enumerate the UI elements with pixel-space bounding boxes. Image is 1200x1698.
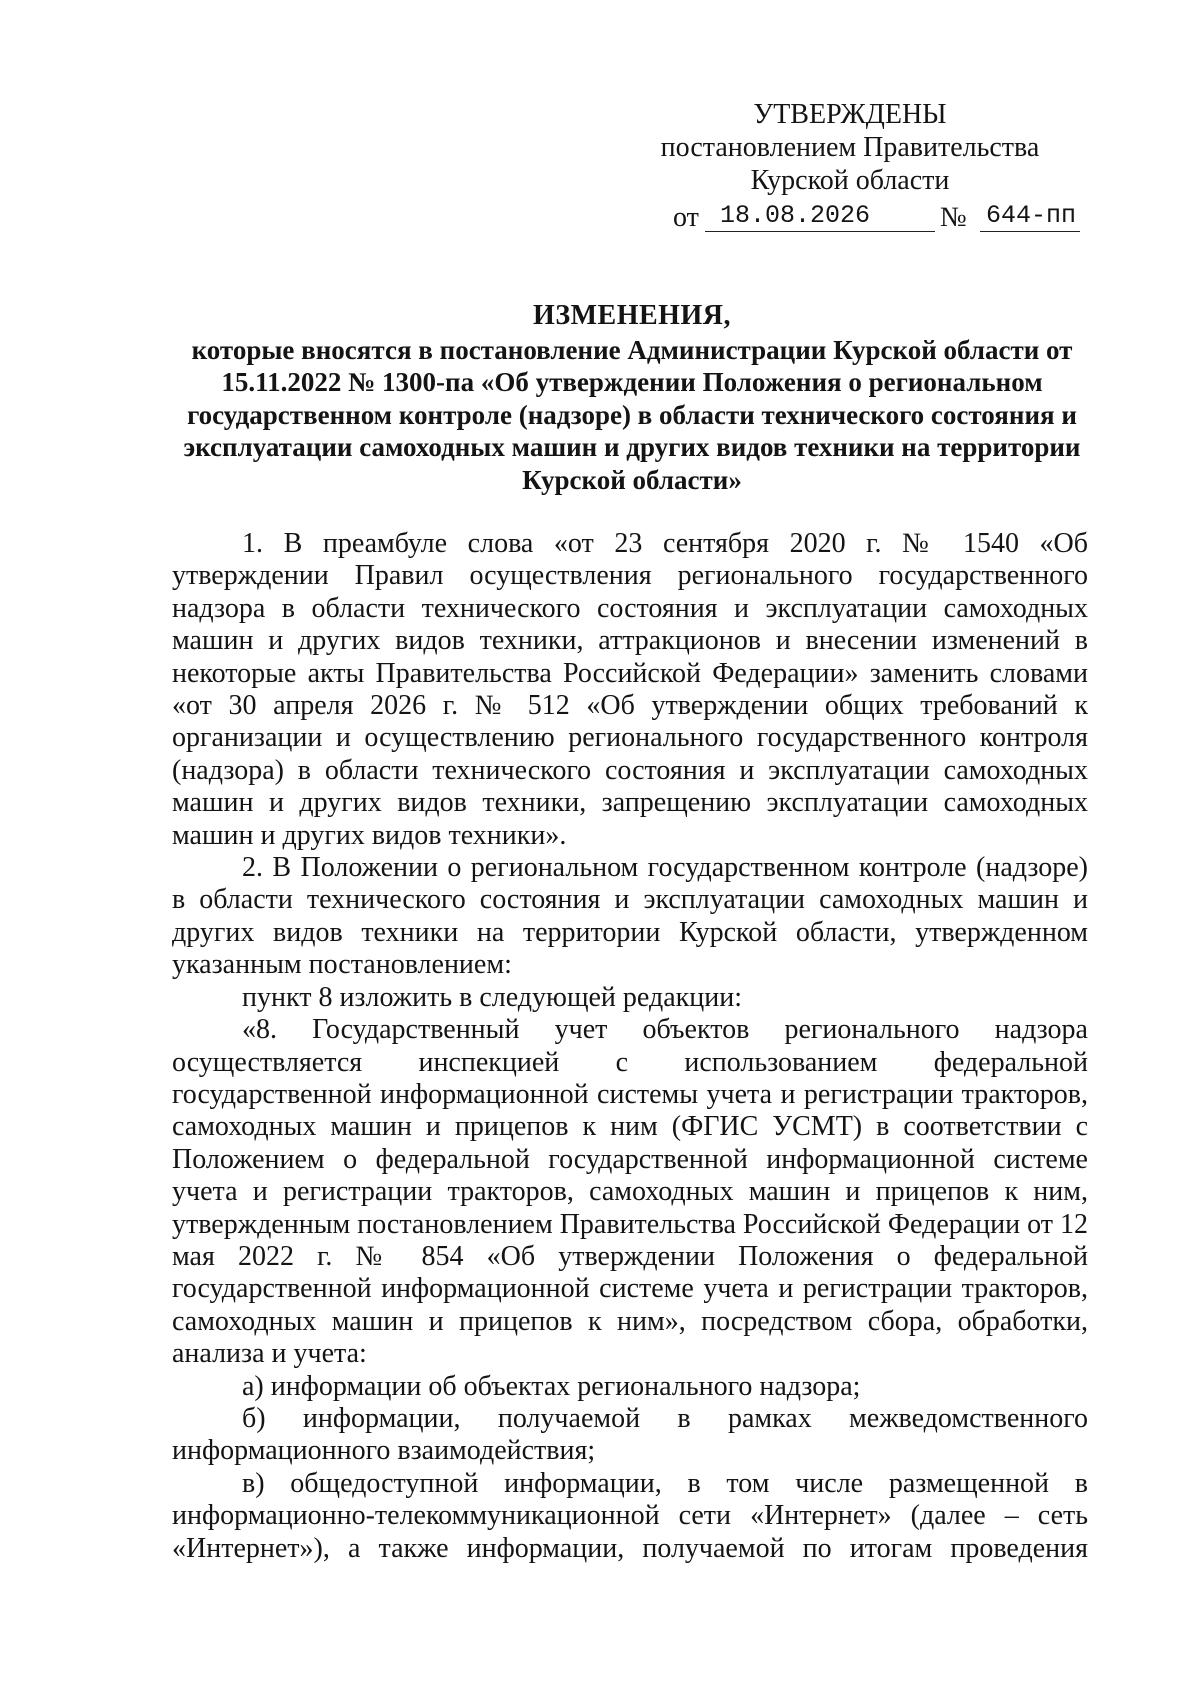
title-subtitle: которые вносятся в постановление Администрации Курской области от 15.11.2022 № 1300-па «Об утверждении Положения о региональном государственном контроле (надзоре) в области технического состояния и эксплуатации самоходных машин и других видов техники на территории Курской области» xyxy=(183,334,1081,495)
date-prefix: от xyxy=(673,202,699,233)
approval-block xyxy=(640,98,1080,235)
document-title xyxy=(172,300,1092,496)
document-body xyxy=(172,528,1088,1565)
paragraph-1: 1. В преамбуле слова «от 23 сентября 2020 г. № 1540 «Об утверждении Правил осуществления регионального государственного надзора в области технического состояния и эксплуатации самоходных машин и других видов техники, аттракционов и внесении изменений в некоторые акты Правительства Российской Федерации» заменить словами «от 30 апреля 2026 г. № 512 «Об утверждении общих требований к организации и осуществлению регионального государственного контроля (надзора) в области технического состояния и эксплуатации самоходных машин и других видов техники, запрещению эксплуатации самоходных машин и других видов техники». xyxy=(172,528,1088,851)
approval-number: 644-пп xyxy=(980,199,1080,232)
title-heading: ИЗМЕНЕНИЯ, xyxy=(533,300,731,331)
approval-resolution-line: постановлением Правительства xyxy=(660,132,1040,163)
approval-region-line: Курской области xyxy=(750,165,950,196)
approval-date-line xyxy=(640,199,1080,235)
paragraph-6: б) информации, получаемой в рамках межведомственного информационного взаимодействия; xyxy=(172,1402,1088,1467)
approval-heading: УТВЕРЖДЕНЫ xyxy=(753,99,947,130)
number-sign: № xyxy=(940,202,967,233)
paragraph-5: а) информации об объектах регионального надзора; xyxy=(242,1370,861,1402)
paragraph-3: пункт 8 изложить в следующей редакции: xyxy=(242,981,742,1013)
paragraph-4: «8. Государственный учет объектов регионального надзора осуществляется инспекцией с использованием федеральной государственной информационной системы учета и регистрации тракторов, самоходных машин и прицепов к ним (ФГИС УСМТ) в соответствии с Положением о федеральной государственной информационной системе учета и регистрации тракторов, самоходных машин и прицепов к ним, утвержденным постановлением Правительства Российской Федерации от 12 мая 2022 г. № 854 «Об утверждении Положения о федеральной государственной информационной системе учета и регистрации тракторов, самоходных машин и прицепов к ним», посредством сбора, обработки, анализа и учета: xyxy=(172,1014,1089,1370)
paragraph-7: в) общедоступной информации, в том числе размещенной в информационно-телекоммуникационной сети «Интернет» (далее – сеть «Интернет»), а также информации, получаемой по итогам проведения xyxy=(172,1467,1088,1564)
paragraph-2: 2. В Положении о региональном государственном контроле (надзоре) в области технического состояния и эксплуатации самоходных машин и других видов техники на территории Курской области, утвержденном указанным постановлением: xyxy=(172,852,1088,981)
approval-date: 18.08.2026 xyxy=(705,199,935,232)
